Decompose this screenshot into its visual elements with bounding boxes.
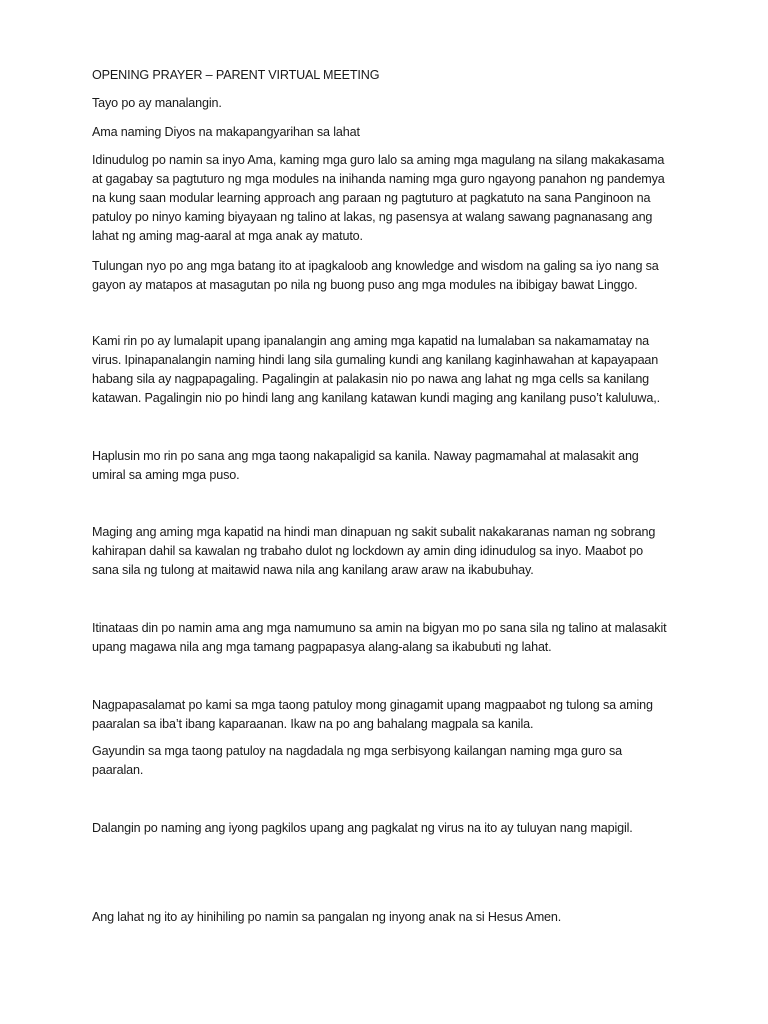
paragraph-line: upang magawa nila ang mga tamang pagpapasya alang-alang sa ikabubuti ng lahat. [92,640,552,654]
paragraph-line: lahat ng aming mag-aaral at mga anak ay matuto. [92,229,363,243]
paragraph-4 [92,257,692,295]
paragraph-5 [92,332,692,408]
paragraph-line: Haplusin mo rin po sana ang mga taong nakapaligid sa kanila. Naway pagmamahal at malasakit ang [92,449,639,463]
paragraph-line: habang sila ay nagpapagaling. Pagalingin at palakasin nio po nawa ang lahat ng mga cells sa kanilang [92,372,650,386]
paragraph-1 [92,94,692,113]
paragraph-line: patuloy po ninyo kaming biyayaan ng talino at lakas, ng pasensya at walang sawang pagnanasang ang [92,210,653,224]
paragraph-9 [92,696,692,734]
paragraph-line: Nagpapasalamat po kami sa mga taong patuloy mong ginagamit upang magpaabot ng tulong sa aming [92,698,653,712]
paragraph-line: katawan. Pagalingin nio po hindi lang ang kanilang katawan kundi maging ang kanilang puso’t kaluluwa,. [92,391,660,405]
paragraph-3 [92,151,692,246]
paragraph-line: Tulungan nyo po ang mga batang ito at ipagkaloob ang knowledge and wisdom na galing sa iyo nang sa [92,259,659,273]
document-title: OPENING PRAYER – PARENT VIRTUAL MEETING [92,68,380,82]
paragraph-line: Dalangin po naming ang iyong pagkilos upang ang pagkalat ng virus na ito ay tuluyan nang mapigil. [92,821,633,835]
paragraph-6 [92,447,692,485]
paragraph-line: sana sila ng tulong at maitawid nawa nila ang kanilang araw araw na ikabubuhay. [92,563,534,577]
paragraph-line: Gayundin sa mga taong patuloy na nagdadala ng mga serbisyong kailangan naming mga guro sa [92,744,622,758]
paragraph-line: na kung saan modular learning approach ang paraan ng pagtuturo at pagkatuto na sana Panginoon na [92,191,651,205]
paragraph-line: at gagabay sa pagtuturo ng mga modules na inihanda naming mga guro ngayong panahon ng pandemya [92,172,665,186]
paragraph-10 [92,742,692,780]
paragraph-12 [92,908,692,927]
paragraph-2 [92,123,692,142]
paragraph-line: Ama naming Diyos na makapangyarihan sa lahat [92,125,360,139]
paragraph-line: umiral sa aming mga puso. [92,468,240,482]
paragraph-line: virus. Ipinapanalangin naming hindi lang sila gumaling kundi ang kanilang kaginhawahan at kapayapaan [92,353,659,367]
paragraph-11 [92,819,692,838]
paragraph-line: paaralan. [92,763,144,777]
paragraph-8 [92,619,692,657]
paragraph-line: paaralan sa iba’t ibang kaparaanan. Ikaw na po ang bahalang magpala sa kanila. [92,717,534,731]
paragraph-line: Ang lahat ng ito ay hinihiling po namin sa pangalan ng inyong anak na si Hesus Amen. [92,910,562,924]
paragraph-line: Tayo po ay manalangin. [92,96,222,110]
paragraph-line: Maging ang aming mga kapatid na hindi man dinapuan ng sakit subalit nakakaranas naman ng sobrang [92,525,656,539]
paragraph-7 [92,523,692,580]
paragraph-line: Idinudulog po namin sa inyo Ama, kaming mga guro lalo sa aming mga magulang na silang makakasama [92,153,665,167]
paragraph-line: Itinataas din po namin ama ang mga namumuno sa amin na bigyan mo po sana sila ng talino at malasakit [92,621,667,635]
paragraph-line: Kami rin po ay lumalapit upang ipanalangin ang aming mga kapatid na lumalaban sa nakamamatay na [92,334,650,348]
paragraph-line: kahirapan dahil sa kawalan ng trabaho dulot ng lockdown ay amin ding idinudulog sa inyo. Maabot po [92,544,643,558]
paragraph-line: gayon ay matapos at masagutan po nila ng buong puso ang mga modules na ibibigay bawat Linggo. [92,278,638,292]
